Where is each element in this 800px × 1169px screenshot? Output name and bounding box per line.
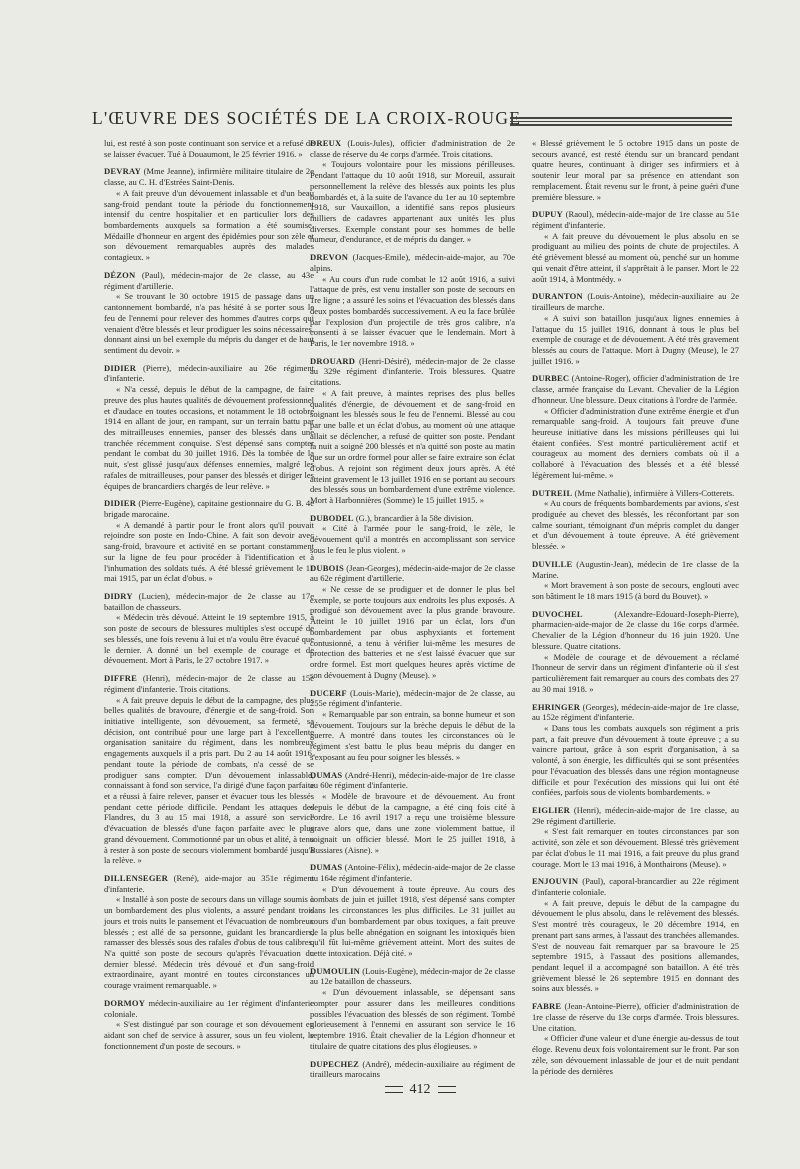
entry-text: « Se trouvant le 30 octobre 1915 de passage dans un cantonnement bombardé, n'a pas hésité à se porter sous le feu de l'ennemi pour relever des hommes d'autres corps qui venaient d'être blessés et leur prodiguer les soins nécessaires, donnant ainsi un bel exemple du mépris du danger et de haut sentiment du devoir. » [104, 291, 314, 355]
entry-heading [532, 805, 739, 826]
entry-citation [532, 1033, 739, 1076]
entry [310, 862, 515, 958]
entry-text: « Dans tous les combats auxquels son régiment a pris part, a fait preuve d'un dévouement à toute épreuve ; a su vaincre partout, grâce à son esprit d'organisation, à sa volonté, à son énergie, les difficultés qui se sont présentées pour l'évacuation des blessés dans une région montagneuse difficile et pour l'exécution des missions qui lui ont été confiées, parfois sous de violents bombardements. » [532, 722, 739, 798]
text-column-1 [104, 138, 314, 1059]
entry-text: (Louis-Antoine), médecin-auxiliaire au 2e tirailleurs de marche. [532, 291, 739, 313]
entry-name: DREUX [310, 138, 342, 148]
entry-name: DORMOY [104, 997, 146, 1008]
entry-name: DUBOIS [310, 562, 344, 573]
entry-citation [532, 313, 739, 367]
entry-text: (Lucien), médecin-major de 2e classe au 17e bataillon de chasseurs. [104, 591, 315, 612]
entry-citation [104, 612, 314, 666]
entry [532, 559, 739, 602]
entry-text: (Jean-Antoine-Pierre), officier d'administration de 1re classe de réserve du 13e corps d'armée. Trois blessures. Une citation. [532, 1001, 739, 1033]
entry-citation [532, 826, 739, 869]
text-column-2 [310, 138, 515, 1087]
entry [532, 876, 739, 994]
entry-text: (Mme Nathalie), infirmière à Villers-Cotterets. [574, 487, 735, 498]
entry [104, 138, 314, 159]
entry-text: « A fait preuve du dévouement le plus absolu en se prodiguant au milieu des points de chute de projectiles. A été grièvement blessé au moment où, penché sur un homme qui venait d'être atteint, il s'apprêtait à le panser. Mort le 22 août 1914, à Montmédy. » [532, 230, 739, 284]
entry [104, 591, 314, 666]
entry-text: « Au cours de fréquents bombardements par avions, s'est prodiguée au chevet des blessés, les réconfortant par son calme souriant, témoignant d'un mépris complet du danger et d'un dévouement à toute épreuve. A été grièvement blessée. » [532, 498, 739, 552]
entry-citation [532, 231, 739, 285]
entry [104, 673, 314, 866]
entry-heading [310, 356, 515, 388]
entry-text: (Louis-Eugène), médecin-major de 2e classe au 12e bataillon de chasseurs. [310, 965, 515, 987]
entry-name: DEVRAY [104, 166, 141, 177]
entry [310, 138, 515, 245]
entry-text: « A fait preuve d'un dévouement inlassable et d'un beau sang-froid pendant toute la période du fonctionnement intensif du centre hospitalier et en particulier lors des bombardements auxquels sa formation a été soumise. Médaille d'honneur en argent des épidémies pour son zèle et son dévouement remarquables auprès des malades contagieux. » [104, 187, 314, 263]
entry-citation [532, 498, 739, 552]
entry-text: (Raoul), médecin-aide-major de 1re classe au 51e régiment d'infanterie. [532, 209, 739, 231]
entry-name: DUPUY [532, 209, 563, 220]
entry-heading [310, 138, 515, 159]
entry-name: DUVOCHEL [532, 608, 583, 619]
entry-text: (Pierre-Eugène), capitaine gestionnaire du G. B. 4e brigade marocaine. [104, 498, 314, 519]
entry-citation [104, 520, 314, 584]
entry-text: « D'un dévouement à toute épreuve. Au cours des combats de juin et juillet 1918, s'est dépensé sans compter dans les circonstances les plus difficiles. Le 31 juillet au cours d'un bombardement par obus toxiques, a fait preuve de la plus belle abnégation en soignant les intoxiqués bien qu'il fût lui-même grièvement atteint. Mort des suites de cette intoxication. Déjà cité. » [310, 883, 515, 959]
entry-text: (G.), brancardier à la 58e division. [355, 512, 474, 523]
entry [532, 373, 739, 480]
entry-text: « S'est fait remarquer en toutes circonstances par son activité, son zèle et son dévouement. Blessé très grièvement par éclat d'obus le 11 mai 1916, a fait preuve du plus grand courage. Mort le 13 mai 1916, à Monthairons (Meuse). » [532, 826, 739, 869]
entry-text: « Officier d'administration d'une extrême énergie et d'un remarquable sang-froid. A toujours fait preuve d'une heureuse initiative dans les missions périlleuses qui lui étaient confiées. S'est montré particulièrement actif et courageux au moment des derniers combats où il a collaboré à l'évacuation des blessés et a été blessé légèrement lui-même. » [532, 405, 739, 480]
footer-ornament-left [385, 1086, 403, 1093]
entry [310, 770, 515, 856]
entry-name: DURANTON [532, 291, 583, 302]
entry [310, 966, 515, 1052]
entry-heading [310, 513, 515, 524]
entry-heading [104, 673, 314, 694]
entry-heading [104, 873, 314, 894]
text-column-3 [532, 138, 739, 1083]
entry-name: DIDIER [104, 362, 137, 373]
entry-heading [532, 1001, 739, 1033]
entry-heading [104, 998, 314, 1019]
entry-text: « Ne cesse de se prodiguer et de donner le plus bel exemple, se porte toujours aux endroits les plus exposés. A prodigué son dévouement avec la plus grande bravoure. Atteint le 10 juillet 1916 par un éclat, lors d'un bombardement par obus asphyxiants et fortement contusionné, a tenu à vérifier lui-même les mesures de protection des batteries et ne s'est laissé évacuer que sur ordre formel. Est mort quelques heures après victime de son dévouement à Dugny (Meuse). » [310, 584, 515, 680]
entry-heading [532, 876, 739, 897]
page-number: 412 [409, 1082, 431, 1097]
entry-text: « D'un dévouement inlassable, se dépensant sans compter pour assurer dans les meilleures conditions possibles l'évacuation des blessés de son régiment. Tombé glorieusement à l'ennemi en assurant son service le 16 septembre 1916. Était chevalier de la Légion d'honneur et titulaire de quatre citations des plus élogieuses. » [310, 987, 515, 1051]
entry [532, 609, 739, 695]
entry-citation [532, 723, 739, 798]
entry-text: « A suivi son bataillon jusqu'aux lignes ennemies à l'attaque du 15 juillet 1916, donnant à tous le plus bel exemple de courage et de dévouement. A été très gravement blessés au cours de l'attaque. Mort à Dugny (Meuse), le 27 juillet 1916. » [532, 312, 739, 366]
entry [532, 1001, 739, 1076]
entry-text: (Augustin-Jean), médecin de 1re classe de la Marine. [532, 558, 739, 580]
entry-heading [532, 291, 739, 312]
entry-name: DUTREIL [532, 487, 573, 498]
entry-heading [532, 702, 739, 723]
entry-citation [104, 1019, 314, 1051]
entry-text: « N'a cessé, depuis le début de la campagne, de faire preuve des plus hautes qualités de dévouement professionnel et d'audace en toutes occasions, et notamment le 18 octobre 1914 en allant de jour, en rampant, sur un terrain battu par des mitrailleuses ennemies, panser des blessés dans une tranchée récemment conquise. S'est dépensé sans compter pendant le combat du 30 juillet 1916. Dès la tombée de la nuit, s'est glissé jusqu'aux défenses ennemies, malgré les rafales de mitrailleuses, pour panser des blessés et diriger les équipes de brancardiers chargés de leur relève. » [104, 384, 314, 491]
entry-citation [532, 406, 739, 481]
entry-citation [104, 384, 314, 491]
entry-text: (Jean-Georges), médecin-aide-major de 2e classe au 62e régiment d'artillerie. [310, 562, 515, 584]
entry-citation [310, 274, 515, 349]
entry-name: DURBEC [532, 373, 570, 384]
entry [310, 513, 515, 556]
entry-name: DUMOULIN [310, 965, 361, 976]
entry-citation [310, 987, 515, 1051]
entry-heading [310, 862, 515, 883]
entry-text: « Modèle de bravoure et de dévouement. Au front depuis le début de la campagne, a été cinq fois cité à l'ordre. Le 16 avril 1917 a reçu une troisième blessure grave alors que, dans une zone violemment battue, il soignait un officier blessé. Mort le 25 juillet 1918, à Bussiares (Aisne). » [310, 790, 515, 855]
entry-name: DUPECHEZ [310, 1058, 360, 1069]
entry-citation [104, 291, 314, 355]
entry [532, 138, 739, 202]
entry-text: « A fait preuve depuis le début de la campagne, des plus belles qualités de bravoure, d'énergie et de sang-froid. Son initiative intelligente, son dévouement, sa fermeté, sa décision, ont contribué pour une large part à l'excellente organisation sanitaire du régiment, dans les nombreux engagements auxquels il a pris part. Du 2 au 14 août 1916, pendant toute la période de combats, n'a cessé de se prodiguer sans compter. D'un dévouement inlassable, connaissant à fond son service, l'a dirigé d'une façon parfaite et a réussi à faire relever, panser et évacuer tous les blessés pendant cette période difficile. Pendant les attaques des Flandres, du 3 au 15 mai 1918, a assuré son service d'évacuation de blessés d'une façon parfaite avec le plus grand dévouement. Commotionné par un obus et alité, à tenu à rester à son poste de secours violemment bombardé jusqu'à la relève. » [104, 694, 314, 866]
entry-name: DIDRY [104, 591, 133, 602]
entry-name: DIFFRE [104, 673, 138, 684]
entry-text: « A demandé à partir pour le front alors qu'il pouvait rejoindre son poste en Indo-Chine. A fait son devoir avec sang-froid, bravoure et activité en se portant constamment sur la ligne de feu pour procéder à l'identification et à l'inhumation des soldats tués. A été blessé grièvement le 11 mai 1915, par un éclat d'obus. » [104, 519, 314, 584]
entry-name: DIDIER [104, 498, 137, 509]
entry-text: (Henri), médecin-major de 2e classe au 15e régiment d'infanterie. Trois citations. [104, 673, 314, 694]
entry-citation [104, 695, 314, 867]
entry-heading [532, 209, 739, 230]
running-title: L'ŒUVRE DES SOCIÉTÉS DE LA CROIX-ROUGE [92, 108, 522, 128]
entry-text: « Installé à son poste de secours dans un village soumis à un bombardement des plus violents, a assuré pendant trois jours et trois nuits le pansement et l'évacuation de nombreux blessés ; est allé de sa personne, guidant les brancardiers, ramasser des blessés sous des rafales d'obus de tous calibres. N'a quitté son poste de secours qu'après l'évacuation du dernier blessé. Médecin très dévoué et d'un sang-froid extraordinaire, ayant montré en toutes circonstances un courage vraiment remarquable. » [104, 894, 314, 991]
entry-citation [104, 188, 314, 263]
entry-heading [104, 138, 314, 159]
entry-name: DREVON [310, 252, 349, 263]
entry-text: « A fait preuve, à maintes reprises des plus belles qualités d'énergie, de dévouement et de sang-froid en soignant les blessés sous le feu de l'ennemi. Blessé au cou par une balle et un éclat d'obus, au moment où une attaque allait se déclencher, a refusé de quitter son poste. Pendant la nuit a soigné 200 blessés et n'a quitté son poste au matin que sur un ordre formel pour aller se faire extraire son éclat d'obus. A rejoint son régiment deux jours après. A été atteint gravement le 13 juillet 1916 en se portant au secours des blessés sous un bombardement d'une extrême violence. Mort à Harbonnières (Somme) le 15 juillet 1915. » [310, 387, 515, 505]
entry-text: « S'est distingué par son courage et son dévouement en aidant son chef de service à assurer, sous un feu violent, le fonctionnement d'un poste de secours. » [104, 1019, 314, 1051]
entry-name: EHRINGER [532, 701, 581, 712]
entry-text: « Cité à l'armée pour le sang-froid, le zèle, le dévouement qu'il a montrés en accomplissant son service sous le feu le plus violent. » [310, 523, 515, 555]
entry-text: « Médecin très dévoué. Atteint le 19 septembre 1915, à son poste de secours de blessures multiples s'est occupé de ses blessés, une fois revenu à lui et n'a voulu être évacué que le dernier. A donné un bel exemple de courage et de dévouement. Mort à Paris, le 27 octobre 1917. » [104, 612, 314, 666]
entry-text: (Paul), caporal-brancardier au 22e régiment d'infanterie coloniale. [532, 876, 739, 897]
entry-citation [532, 898, 739, 994]
entry-name: DUBODEL [310, 512, 354, 523]
entry-citation [310, 523, 515, 555]
entry-heading [310, 1059, 515, 1080]
page-footer [370, 1080, 470, 1100]
entry-text: « Remarquable par son entrain, sa bonne humeur et son dévouement. Toujours sur la brèche depuis le début de la guerre. A montré dans toutes les circonstances où le régiment s'est battu le plus beau mépris du danger en s'exposant au feu pour soigner les blessés. » [310, 708, 515, 762]
entry-name: DILLENSEGER [104, 873, 168, 883]
entry-heading [532, 609, 739, 652]
entry-citation [310, 791, 515, 855]
entry-heading [310, 252, 515, 273]
entry-heading [104, 591, 314, 612]
entry-text: (Louis-Jules), officier d'administration de 2e classe de réserve du 4e corps d'armée. Trois citations. [310, 138, 515, 159]
footer-ornament-right [438, 1086, 456, 1093]
entry-citation [310, 709, 515, 763]
entry [310, 688, 515, 763]
entry-name: DUVILLE [532, 558, 573, 569]
entry-text: (René), aide-major au 351e régiment d'infanterie. [104, 873, 314, 894]
entry-heading [532, 559, 739, 580]
entry-name: DUMAS [310, 862, 343, 873]
entry-text: « Modèle de courage et de dévouement a réclamé l'honneur de servir dans un régiment d'infanterie où il s'est particulièrement fait remarquer au cours des combats des 27 au 30 mai 1918. » [532, 651, 739, 694]
entry-citation [310, 159, 515, 245]
entry-heading [532, 373, 739, 405]
entry-text: médecin-auxiliaire au 1er régiment d'infanterie coloniale. [104, 997, 315, 1019]
entry-text: (Mme Jeanne), infirmière militaire titulaire de 2e classe, au C. H. d'Estrées Saint-Denis. [104, 166, 314, 188]
entry [532, 702, 739, 798]
entry-text: (Georges), médecin-aide-major de 1re classe, au 152e régiment d'infanterie. [532, 701, 739, 723]
entry-name: ENJOUVIN [532, 876, 579, 887]
entry-citation [532, 580, 739, 601]
entry-name: FABRE [532, 1001, 562, 1012]
entry-name: DUMAS [310, 769, 343, 780]
entry-heading [104, 498, 314, 519]
entry [532, 209, 739, 284]
entry-text: (Antoine-Roger), officier d'administration de 1re classe, armée française du Levant. Chevalier de la Légion d'honneur. Une blessure. Deux citations à l'ordre de l'armée. [532, 373, 739, 405]
entry-citation [310, 388, 515, 506]
entry [532, 291, 739, 366]
entry-text: (Pierre), médecin-auxiliaire au 26e régiment d'infanterie. [104, 362, 314, 384]
entry-heading [310, 563, 515, 584]
entry-text: (Alexandre-Edouard-Joseph-Pierre), pharmacien-aide-major de 2e classe du 16e corps d'armée. Chevalier de la Légion d'honneur du 16 juin 1920. Une blessure. Quatre citations. [532, 608, 739, 651]
entry [104, 873, 314, 991]
entry-name: DÉZON [104, 269, 136, 280]
entry-text: « Toujours volontaire pour les missions périlleuses. Pendant l'attaque du 10 août 1918, sur Moreuil, assurait personnellement la relève des blessés aux points les plus bombardés et, à la suite de l'avance du 1er au 10 septembre 1918, sur Vauxaillon, a identifié sans repos plusieurs milliers de cadavres appartenant aux unités les plus diverses. Exemple constant pour ses hommes de belle humeur, d'endurance, et de mépris du danger. » [310, 159, 515, 245]
entry [532, 488, 739, 552]
entry-text: « A fait preuve, depuis le début de la campagne du dévouement le plus absolu, dans le relèvement des blessés. S'est montré très courageux, le 20 décembre 1914, en prenant part sans armes, à l'assaut des tranchées allemandes. S'est de nouveau fait remarquer par sa bravoure le 25 septembre 1915, à l'assaut des positions allemandes, pendant lequel il a accompagné son bataillon. A été très grièvement blessé le 26 septembre 1915 en donnant des soins aux blessés. » [532, 897, 739, 994]
entry-text: lui, est resté à son poste continuant son service et a refusé de se laisser évacuer. Tué à Douaumont, le 25 février 1916. » [104, 138, 314, 159]
entry-heading [104, 270, 314, 291]
entry [104, 166, 314, 262]
entry-citation [532, 652, 739, 695]
entry-citation [310, 884, 515, 959]
entry-citation [310, 584, 515, 680]
entry-text: (Henri-Désiré), médecin-major de 2e classe au 329e régiment d'infanterie. Trois blessures. Quatre citations. [310, 355, 515, 388]
entry [104, 363, 314, 492]
entry-text: (Henri), médecin-aide-major de 1re classe, au 29e régiment d'artillerie. [532, 804, 739, 826]
entry-text: « Officier d'une valeur et d'une énergie au-dessus de tout éloge. Revenu deux fois volontairement sur le front. Par son zèle, son dévouement inlassable de jour et de nuit pendant la période des dernières [532, 1033, 739, 1076]
entry [104, 498, 314, 584]
entry-heading [532, 138, 739, 202]
header-rule [510, 117, 732, 126]
entry-name: DROUARD [310, 355, 356, 366]
entry-name: DUCERF [310, 687, 347, 698]
entry-text: « Au cours d'un rude combat le 12 août 1916, a suivi l'attaque de près, est venu installer son poste de secours en 1re ligne ; a assuré les soins et l'évacuation des blessés dans deux postes bombardés successivement. A eu la face brûlée par l'explosion d'un projectile de très gros calibre, n'a consenti à se laisser évacuer que le lendemain. Mort à Paris, le 1er novembre 1918. » [310, 273, 515, 348]
entry-citation [104, 894, 314, 990]
entry [104, 270, 314, 356]
entry-heading [310, 966, 515, 987]
entry-text: (Jacques-Emile), médecin-aide-major, au 70e alpins. [310, 252, 515, 273]
entry-text: « Mort bravement à son poste de secours, englouti avec son bâtiment le 18 mars 1915 (à bord du Bouvet). » [532, 580, 739, 602]
entry-text: (Louis-Marie), médecin-major de 2e classe, au 255e régiment d'infanterie. [310, 687, 516, 709]
entry-text: (André-Henri), médecin-aide-major de 1re classe au 60e régiment d'infanterie. [310, 769, 515, 791]
entry-text: « Blessé grièvement le 5 octobre 1915 dans un poste de secours avancé, est resté étendu sur un brancard pendant quatre heures, continuant à diriger ses infirmiers et à soutenir leur moral par sa présence en attendant son remplacement. Était revenu sur le front, à peine guéri d'une première blessure. » [532, 138, 739, 202]
entry-heading [532, 488, 739, 499]
entry [104, 998, 314, 1052]
entry [532, 805, 739, 869]
entry-text: (Paul), médecin-major de 2e classe, au 43e régiment d'artillerie. [104, 269, 315, 291]
entry-text: (André), médecin-auxiliaire au régiment de tirailleurs marocains [310, 1058, 515, 1080]
entry [310, 252, 515, 348]
entry-heading [310, 770, 515, 791]
entry-heading [104, 363, 314, 384]
page-header [92, 108, 732, 134]
entry-name: EIGLIER [532, 804, 570, 815]
entry-heading [104, 166, 314, 187]
entry-text: (Antoine-Félix), médecin-aide-major de 2e classe au 164e régiment d'infanterie. [310, 862, 516, 883]
entry [310, 563, 515, 681]
entry [310, 356, 515, 506]
entry [310, 1059, 515, 1080]
entry-heading [310, 688, 515, 709]
